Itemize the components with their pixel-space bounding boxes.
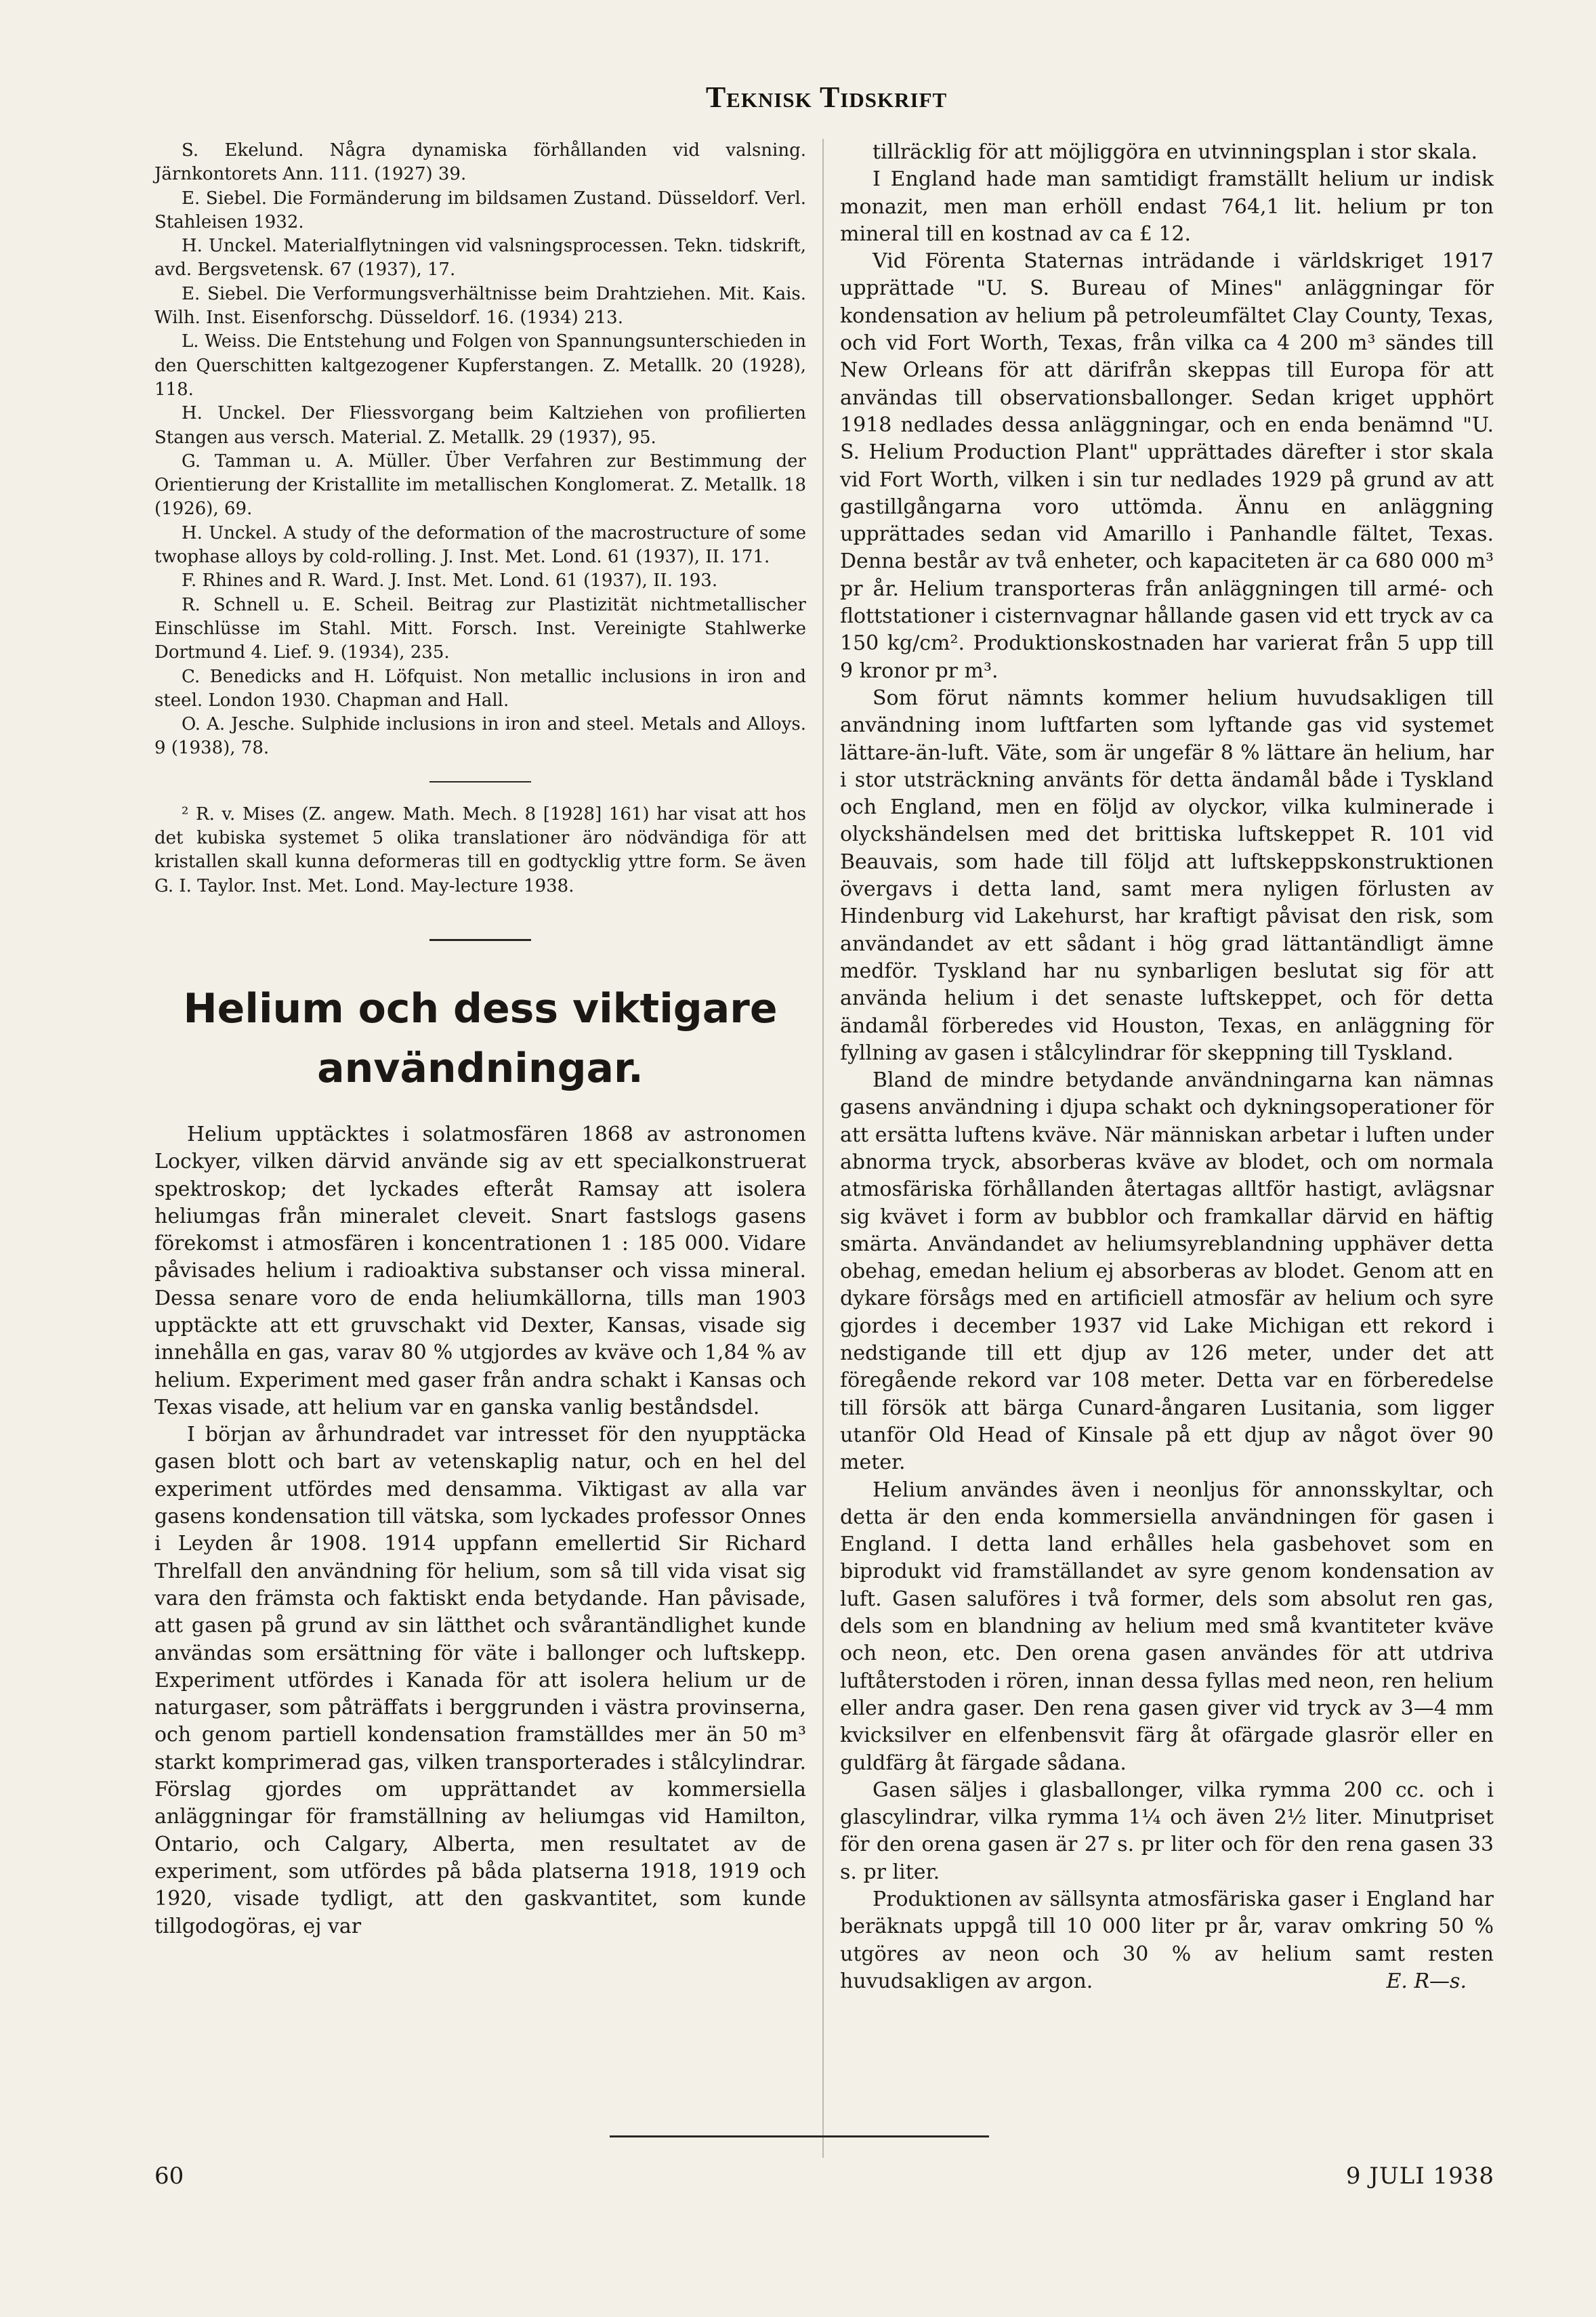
- article-paragraph: Bland de mindre betydande användningarna kan nämnas gasens användning i djupa schakt och dykningsoperationer för att ersätta luftens kväve. När människan arbetar i luften under abnorma tryck, absorberas kväve av blodet, och om normala atmosfäriska förhållanden återtagas alltför hastigt, avlägsnar sig kvävet i form av bubblor och framkallar därvid en häftig smärta. Användandet av heliumsyreblandning upphäver detta obehag, emedan helium ej absorberas av blodet. Genom att en dykare försågs med en artificiell atmosfär av helium och syre gjordes i december 1937 vid Lake Michigan ett rekord i nedstigande till ett djup av 126 meter, under det att föregående rekord var 108 meter. Detta var en förberedelse till försök att bärga Cunard-ångaren Lusitania, som ligger utanför Old Head of Kinsale på ett djup av något över 90 meter.: [840, 1068, 1494, 1475]
- reference-entry: O. A. Jesche. Sulphide inclusions in iron and steel. Metals and Alloys. 9 (1938), 78.: [154, 714, 806, 759]
- journal-masthead: Teknisk Tidskrift: [705, 81, 948, 114]
- reference-entry: E. Siebel. Die Formänderung im bildsamen Zustand. Düsseldorf. Verl. Stahleisen 1932.: [154, 188, 806, 232]
- article-title: Helium och dess viktigare användningar.: [183, 984, 778, 1092]
- article-paragraph: Produktionen av sällsynta atmosfäriska gaser i England har beräknats uppgå till 10 000 liter pr år, varav omkring 50 % utgöres av neon och 30 % av helium samt resten huvudsakligen av argon. E. R—s.: [840, 1886, 1494, 1995]
- article-paragraph: Vid Förenta Staternas inträdande i världskriget 1917 upprättade "U. S. Bureau of Mines" anläggningar för kondensation av helium på petroleumfältet Clay County, Texas, och vid Fort Worth, Texas, från vilka ca 4 200 m³ sändes till New Orleans för att därifrån skeppas till Europa för att användas till observationsballonger. Sedan kriget upphört 1918 nedlades dessa anläggningar, och en enda benämnd "U. S. Helium Production Plant" upprättades därefter i stor skala vid Fort Worth, vilken i sin tur nedlades 1929 på grund av att gastillgångarna voro uttömda. Ännu en anläggning upprättades sedan vid Amarillo i Panhandle fältet, Texas. Denna består av två enheter, och kapaciteten är ca 680 000 m³ pr år. Helium transporteras från anläggningen till armé- och flottstationer i cisternvagnar hållande gasen vid ett tryck av ca 150 kg/cm². Produktionskostnaden har varierat från 5 upp till 9 kronor pr m³.: [840, 249, 1494, 683]
- footer-rule: [610, 2135, 989, 2142]
- right-column: [840, 139, 1494, 1995]
- article-paragraph: Helium upptäcktes i solatmosfären 1868 av astronomen Lockyer, vilken därvid använde sig av ett specialkonstruerat spektroskop; det lyckades efteråt Ramsay att isolera heliumgas från mineralet cleveit. Snart fastslogs gasens förekomst i atmosfären i koncentrationen 1 : 185 000. Vidare påvisades helium i radioaktiva substanser och vissa mineral. Dessa senare voro de enda heliumkällorna, tills man 1903 upptäckte att ett gruvschakt vid Dexter, Kansas, visade sig innehålla en gas, varav 80 % utgjordes av kväve och 1,84 % av helium. Experiment med gaser från andra schakt i Kansas och Texas visade, att helium var en ganska vanlig beståndsdel.: [154, 1122, 806, 1419]
- reference-entry: E. Siebel. Die Verformungsverhältnisse beim Drahtziehen. Mit. Kais. Wilh. Inst. Eisenforschg. Düsseldorf. 16. (1934) 213.: [154, 283, 806, 329]
- reference-entry: H. Unckel. A study of the deformation of the macrostructure of some twophase alloys by cold-rolling. J. Inst. Met. Lond. 61 (1937), II. 171.: [154, 522, 806, 568]
- article-paragraph: I England hade man samtidigt framställt helium ur indisk monazit, men man erhöll endast 764,1 lit. helium pr ton mineral till en kostnad av ca £ 12.: [840, 167, 1494, 246]
- reference-entry: G. Tamman u. A. Müller. Über Verfahren zur Bestimmung der Orientierung der Kristallite im metallischen Konglomerat. Z. Metallk. 18 (1926), 69.: [154, 451, 806, 520]
- article-paragraph: tillräcklig för att möjliggöra en utvinningsplan i stor skala.: [873, 140, 1478, 164]
- reference-entry: F. Rhines and R. Ward. J. Inst. Met. Lond. 61 (1937), II. 193.: [182, 570, 718, 591]
- section-rule: [429, 939, 531, 945]
- reference-entry: C. Benedicks and H. Löfquist. Non metallic inclusions in iron and steel. London 1930. Chapman and Hall.: [154, 666, 806, 711]
- reference-entry: H. Unckel. Materialflytningen vid valsningsprocessen. Tekn. tidskrift, avd. Bergsvetensk. 67 (1937), 17.: [154, 236, 806, 280]
- reference-entry: R. Schnell u. E. Scheil. Beitrag zur Plastizität nichtmetallischer Einschlüsse im Stahl. Mitt. Forsch. Inst. Vereinigte Stahlwerke Dortmund 4. Lief. 9. (1934), 235.: [154, 594, 806, 663]
- column-divider: [822, 139, 824, 2158]
- article-body-right: [840, 139, 1494, 1995]
- footnote-text: ² R. v. Mises (Z. angew. Math. Mech. 8 [1928] 161) har visat att hos det kubiska systemet 5 olika translationer äro nödvändiga för att kristallen skall kunna deformeras till en godtycklig yttre form. Se även G. I. Taylor. Inst. Met. Lond. May-lecture 1938.: [154, 803, 806, 896]
- article-paragraph: Helium användes även i neonljus för annonsskyltar, och detta är den enda kommersiella användningen för gasen i England. I detta land erhålles hela gasbehovet som en biprodukt vid framställandet av syre genom kondensation av luft. Gasen saluföres i två former, dels som absolut ren gas, dels som en blandning av helium med små kvantiteter kväve och neon, etc. Den orena gasen användes för att utdriva luftåterstoden i rören, innan dessa fyllas med neon, ren helium eller andra gaser. Den rena gasen giver vid tryck av 3—4 mm kvicksilver en elfenbensvit färg åt ofärgade glasrör eller en guldfärg åt färgade sådana.: [840, 1478, 1494, 1775]
- reference-entry: S. Ekelund. Några dynamiska förhållanden vid valsning. Järnkontorets Ann. 111. (1927) 39.: [154, 140, 806, 185]
- article-paragraph: I början av århundradet var intresset för den nyupptäcka gasen blott och bart av vetenskaplig natur, och en hel del experiment utfördes med densamma. Viktigast av alla var gasens kondensation till vätska, som lyckades professor Onnes i Leyden år 1908. 1914 uppfann emellertid Sir Richard Threlfall den användning för helium, som så till vida visat sig vara den främsta och faktiskt enda betydande. Han påvisade, att gasen på grund av sin lätthet och svårantändlighet kunde användas som ersättning för väte i ballonger och luftskepp. Experiment utfördes i Kanada för att isolera helium ur de naturgaser, som påträffats i berggrunden i västra provinserna, och genom partiell kondensation framställdes mer än 50 m³ starkt komprimerad gas, vilken transporterades i stålcylindrar. Förslag gjordes om upprättandet av kommersiella anläggningar för framställning av heliumgas vid Hamilton, Ontario, och Calgary, Alberta, men resultatet av de experiment, som utfördes på båda platserna 1918, 1919 och 1920, visade tydligt, att den gaskvantitet, som kunde tillgodogöras, ej var: [154, 1423, 806, 1938]
- left-column: [154, 139, 806, 1940]
- page-number: 60: [154, 2163, 184, 2190]
- reference-entry: H. Unckel. Der Fliessvorgang beim Kaltziehen von profilierten Stangen aus versch. Material. Z. Metallk. 29 (1937), 95.: [154, 403, 806, 448]
- footnote: [154, 803, 806, 898]
- issue-date: 9 JULI 1938: [1345, 2163, 1494, 2190]
- footnote-separator: [429, 781, 531, 782]
- reference-list: [154, 139, 806, 761]
- reference-entry: L. Weiss. Die Entstehung und Folgen von Spannungsunterschieden in den Querschitten kaltgezogener Kupferstangen. Z. Metallk. 20 (1928), 118.: [154, 331, 806, 400]
- article-paragraph: Som förut nämnts kommer helium huvudsakligen till användning inom luftfarten som lyftande gas vid systemet lättare-än-luft. Väte, som är ungefär 8 % lättare än helium, har i stor utsträckning använts för detta ändamål både i Tyskland och England, men en följd av olyckor, vilka kulminerade i olyckshändelsen med det brittiska luftskeppet R. 101 vid Beauvais, som hade till följd att luftskeppskonstruktionen övergavs i detta land, samt mera nyligen förlusten av Hindenburg vid Lakehurst, har kraftigt påvisat den risk, som användandet av ett sådant i hög grad lättantändligt ämne medför. Tyskland har nu synbarligen beslutat sig för att använda helium i det senaste luftskeppet, och för detta ändamål förberedes vid Houston, Texas, en anläggning för fyllning av gasen i stålcylindrar för skeppning till Tyskland.: [840, 686, 1494, 1065]
- article-body-left: [154, 1121, 806, 1940]
- author-signature: E. R—s.: [1386, 1969, 1467, 1993]
- article-paragraph: Gasen säljes i glasballonger, vilka rymma 200 cc. och i glascylindrar, vilka rymma 1¼ och även 2½ liter. Minutpriset för den orena gasen är 27 s. pr liter och för den rena gasen 33 s. pr liter.: [840, 1778, 1494, 1884]
